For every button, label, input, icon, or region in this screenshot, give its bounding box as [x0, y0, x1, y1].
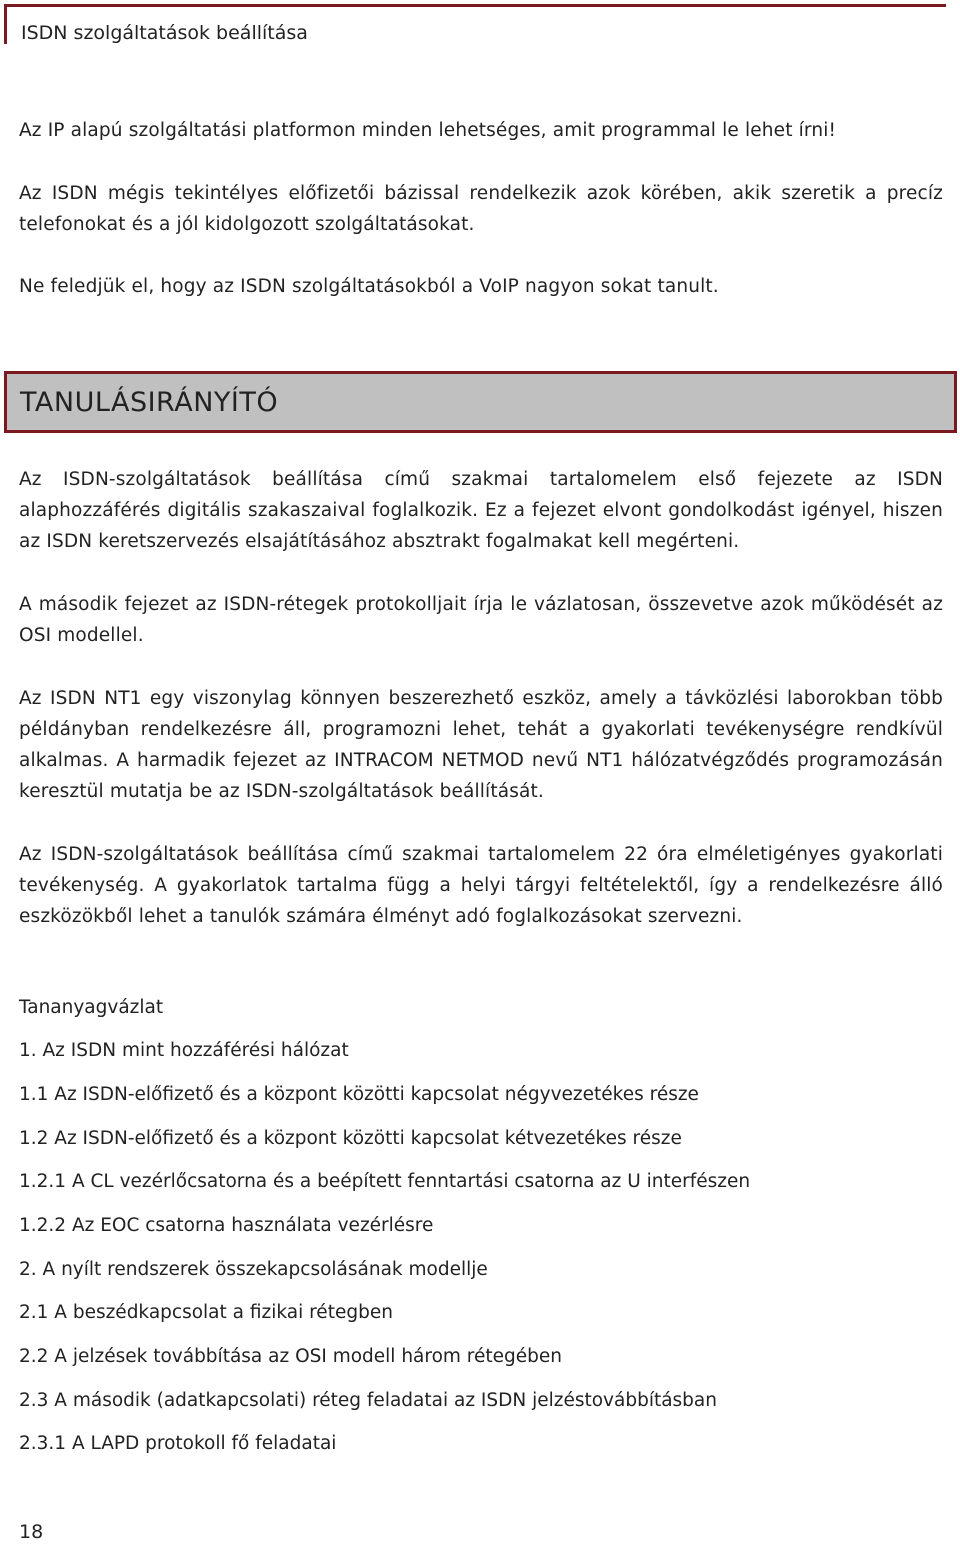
intro-paragraph-2	[19, 178, 943, 240]
outline-item: 1.2.1 A CL vezérlőcsatorna és a beépített fenntartási csatorna az U interfészen	[19, 1171, 751, 1192]
outline-item: 1. Az ISDN mint hozzáférési hálózat	[19, 1040, 349, 1061]
outline-item: 2.3 A második (adatkapcsolati) réteg feladatai az ISDN jelzéstovábbításban	[19, 1390, 717, 1411]
intro-paragraph-3	[19, 271, 943, 302]
header-title: ISDN szolgáltatások beállítása	[21, 22, 308, 44]
intro-paragraph-1	[19, 115, 943, 146]
section-text-2: A második fejezet az ISDN-rétegek protokolljait írja le vázlatosan, összevetve azok működését az OSI modellel.	[19, 594, 943, 646]
section-paragraph-4	[19, 839, 943, 932]
outline-item: 2.2 A jelzések továbbítása az OSI modell három rétegében	[19, 1346, 563, 1367]
outline-item: 1.2 Az ISDN-előfizető és a központ közötti kapcsolat kétvezetékes része	[19, 1128, 682, 1149]
section-header-box	[4, 371, 957, 433]
section-text-4: Az ISDN-szolgáltatások beállítása című szakmai tartalomelem 22 óra elméletigényes gyakorlati tevékenység. A gyakorlatok tartalma függ a helyi tárgyi feltételektől, így a rendelkezésre álló eszközökből lehet a tanulók számára élményt adó foglalkozásokat szervezni.	[19, 844, 943, 927]
outline-heading: Tananyagvázlat	[19, 997, 164, 1018]
page-header	[4, 4, 946, 44]
section-paragraph-2	[19, 589, 943, 651]
section-paragraph-1	[19, 464, 943, 557]
page-number: 18	[19, 1521, 44, 1543]
intro-text-2: Az ISDN mégis tekintélyes előfizetői bázissal rendelkezik azok körében, akik szeretik a precíz telefonokat és a jól kidolgozott szolgáltatásokat.	[19, 183, 943, 235]
outline-item: 1.1 Az ISDN-előfizető és a központ közötti kapcsolat négyvezetékes része	[19, 1084, 699, 1105]
intro-text-3: Ne feledjük el, hogy az ISDN szolgáltatásokból a VoIP nagyon sokat tanult.	[19, 276, 719, 297]
section-paragraph-3	[19, 683, 943, 807]
outline-item: 2. A nyílt rendszerek összekapcsolásának modellje	[19, 1259, 488, 1280]
section-text-3: Az ISDN NT1 egy viszonylag könnyen beszerezhető eszköz, amely a távközlési laborokban több példányban rendelkezésre áll, programozni lehet, tehát a gyakorlati tevékenységre rendkívül alkalmas. A harmadik fejezet az INTRACOM NETMOD nevű NT1 hálózatvégződés programozásán keresztül mutatja be az ISDN-szolgáltatások beállítását.	[19, 688, 943, 802]
outline-item: 1.2.2 Az EOC csatorna használata vezérlésre	[19, 1215, 434, 1236]
outline-item: 2.3.1 A LAPD protokoll fő feladatai	[19, 1433, 337, 1454]
intro-text-1: Az IP alapú szolgáltatási platformon minden lehetséges, amit programmal le lehet írni!	[19, 120, 837, 141]
outline-item: 2.1 A beszédkapcsolat a fizikai rétegben	[19, 1302, 393, 1323]
section-title: TANULÁSIRÁNYÍTÓ	[20, 387, 279, 418]
section-text-1: Az ISDN-szolgáltatások beállítása című szakmai tartalomelem első fejezete az ISDN alaphozzáférés digitális szakaszaival foglalkozik. Ez a fejezet elvont gondolkodást igényel, hiszen az ISDN keretszervezés elsajátításához absztrakt fogalmakat kell megérteni.	[19, 469, 943, 552]
